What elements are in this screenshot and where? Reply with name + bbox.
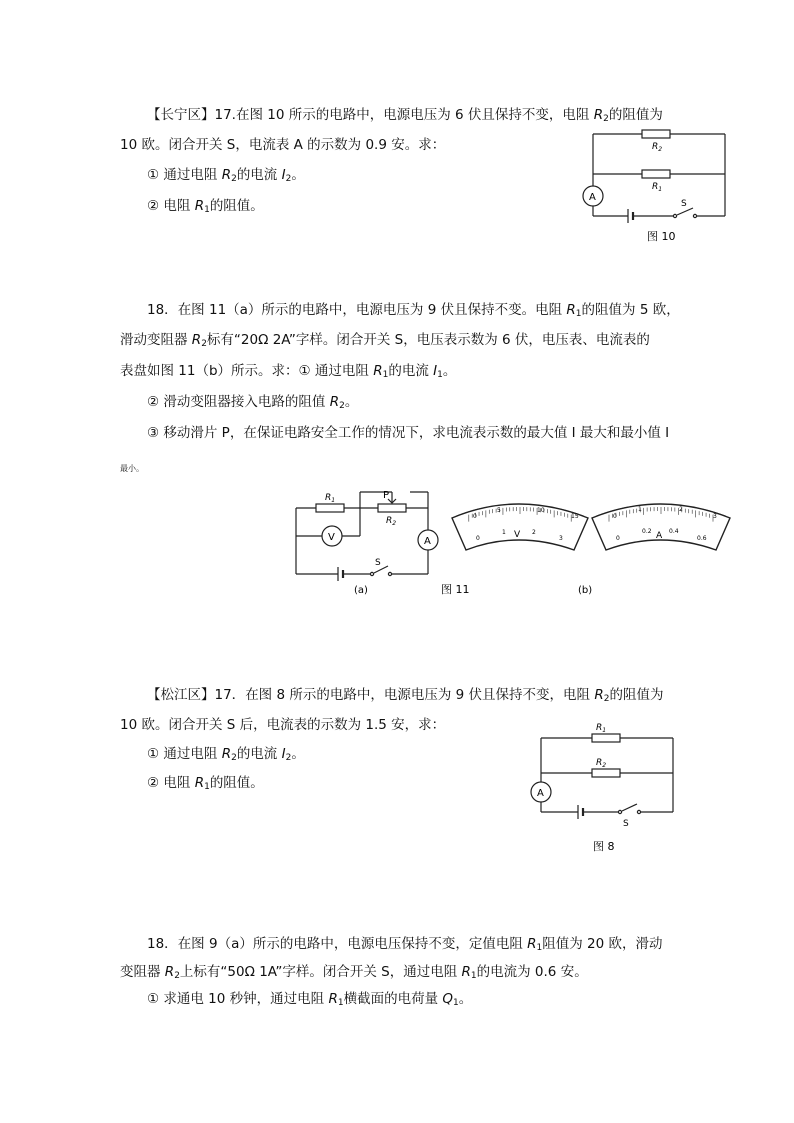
subscript: 1 <box>575 309 582 319</box>
text: 的阻值为 <box>609 687 664 703</box>
symbol-r: R <box>221 167 232 183</box>
v-inner-1: 1 <box>502 529 506 536</box>
label-r2: R <box>386 516 393 526</box>
text: 。 <box>442 363 457 379</box>
symbol-r: R <box>566 302 576 318</box>
symbol-r: R <box>461 964 471 980</box>
subscript: 2 <box>201 339 207 349</box>
q18-changning-item3-tail: 最小。 <box>120 464 144 473</box>
a-outer-3: 3 <box>713 513 717 520</box>
text: 上标有“50Ω 1A”字样。闭合开关 S，通过电阻 <box>179 964 462 980</box>
v-unit: V <box>514 530 521 540</box>
v-outer-2: 10 <box>537 507 545 514</box>
label-r1-sub: 1 <box>658 186 663 193</box>
text: ② 电阻 <box>147 198 195 214</box>
subscript: 2 <box>285 753 292 763</box>
symbol-r: R <box>164 964 175 980</box>
text: 表盘如图 11（b）所示。求：① 通过电阻 <box>120 363 374 379</box>
symbol-r: R <box>373 363 383 379</box>
ammeter-label: A <box>537 788 544 799</box>
text: ② 滑动变阻器接入电路的阻值 <box>147 394 330 410</box>
symbol-i: I <box>281 746 286 762</box>
text: 在图 9（a）所示的电路中，电源电压保持不变，定值电阻 <box>177 936 528 952</box>
text: 的阻值。 <box>209 775 264 791</box>
text: ① 求通电 10 秒钟，通过电阻 <box>147 991 329 1007</box>
subscript: 1 <box>337 998 344 1008</box>
label-r1: R <box>652 182 659 192</box>
text: 的电流 <box>388 363 434 379</box>
text: 在图 10 所示的电路中，电源电压为 6 伏且保持不变，电阻 <box>235 107 594 123</box>
district-label: 【长宁区】 <box>147 107 215 123</box>
symbol-r: R <box>527 936 537 952</box>
label-b: (b) <box>578 585 593 596</box>
q18-songjiang-line1 <box>147 935 663 957</box>
figure-caption: 图 10 <box>647 230 676 243</box>
subscript: 2 <box>339 401 345 411</box>
symbol-r: R <box>221 746 232 762</box>
subscript: 1 <box>204 205 210 215</box>
q18-changning-item3: ③ 移动滑片 P，在保证电路安全工作的情况下，求电流表示数的最大值 I 最大和最小值 I <box>147 425 670 441</box>
subscript: 1 <box>536 943 543 953</box>
subscript: 1 <box>453 998 459 1008</box>
subscript: 2 <box>174 971 180 981</box>
v-inner-3: 3 <box>559 535 563 542</box>
figure-caption: 图 11 <box>441 583 470 596</box>
q18-songjiang-item1 <box>147 990 472 1012</box>
text: 的阻值为 5 欧， <box>581 302 680 318</box>
text: ① 通过电阻 <box>147 167 222 183</box>
question-number: 17. <box>214 107 236 123</box>
v-inner-0: 0 <box>476 535 480 542</box>
text: 滑动变阻器 <box>120 332 192 348</box>
text: 的电流为 0.6 安。 <box>476 964 588 980</box>
text: 在图 8 所示的电路中，电源电压为 9 伏且保持不变，电阻 <box>245 687 595 703</box>
symbol-i: I <box>433 363 438 379</box>
symbol-i: I <box>281 167 286 183</box>
resistor-r1 <box>592 734 620 742</box>
symbol-r: R <box>194 198 205 214</box>
question-number: 18． <box>147 936 178 952</box>
symbol-r: R <box>194 775 205 791</box>
figure-caption: 图 8 <box>593 840 615 853</box>
question-number: 17． <box>214 687 246 703</box>
q18-songjiang-line2 <box>120 963 588 985</box>
q17-songjiang-line2: 10 欧。闭合开关 S 后，电流表的示数为 1.5 安，求： <box>120 717 446 733</box>
label-r1-sub: 1 <box>602 727 607 734</box>
q17-changning-line2: 10 欧。闭合开关 S，电流表 A 的示数为 0.9 安。求： <box>120 137 446 153</box>
a-inner-0: 0 <box>616 535 620 542</box>
district-label: 【松江区】 <box>147 687 215 703</box>
symbol-r: R <box>329 394 340 410</box>
symbol-r: R <box>328 991 338 1007</box>
label-r1: R <box>596 723 603 733</box>
text: 。 <box>458 991 473 1007</box>
subscript: 1 <box>204 782 210 792</box>
label-r2-sub: 2 <box>602 762 607 769</box>
text: 。 <box>291 746 305 762</box>
subscript: 2 <box>285 174 292 184</box>
question-number: 18． <box>147 302 178 318</box>
text: 变阻器 <box>120 964 165 980</box>
a-outer-1: 1 <box>638 506 642 513</box>
voltmeter-label: V <box>328 532 335 543</box>
label-r2-sub: 2 <box>658 146 663 153</box>
label-p: P <box>383 490 390 501</box>
symbol-r: R <box>594 687 604 703</box>
label-a: (a) <box>354 585 368 596</box>
v-outer-3: 15 <box>571 513 579 520</box>
a-inner-1: 0.2 <box>642 528 652 535</box>
ammeter-label: A <box>424 536 431 547</box>
text: 的阻值为 <box>608 107 663 123</box>
text: 。 <box>291 167 305 183</box>
text: ① 通过电阻 <box>147 746 222 762</box>
v-outer-0: 0 <box>473 513 477 520</box>
subscript: 1 <box>470 971 477 981</box>
symbol-q: Q <box>442 991 454 1007</box>
text: 的电流 <box>236 167 282 183</box>
svg-text:R2 <box>596 758 606 769</box>
label-r2: R <box>652 142 659 152</box>
a-outer-0: 0 <box>613 513 617 520</box>
a-unit: A <box>656 531 663 541</box>
switch-label: S <box>681 199 687 209</box>
a-outer-2: 2 <box>679 506 683 513</box>
switch-label: S <box>623 819 629 829</box>
v-outer-1: 5 <box>497 507 501 514</box>
symbol-r: R <box>593 107 604 123</box>
subscript: 2 <box>231 174 237 184</box>
text: ② 电阻 <box>147 775 195 791</box>
text: 在图 11（a）所示的电路中，电源电压为 9 伏且保持不变。电阻 <box>177 302 567 318</box>
text: 标有“20Ω 2A”字样。闭合开关 S，电压表示数为 6 伏，电压表、电流表的 <box>206 332 650 348</box>
subscript: 2 <box>603 114 609 124</box>
text: 的阻值。 <box>209 198 264 214</box>
label-r2: R <box>596 758 603 768</box>
subscript: 1 <box>437 370 443 380</box>
svg-text:R1 <box>596 723 606 734</box>
switch-label: S <box>375 558 381 568</box>
switch-lever <box>622 804 637 811</box>
subscript: 1 <box>382 370 389 380</box>
a-inner-2: 0.4 <box>669 528 679 535</box>
label-r1-sub: 1 <box>331 497 336 504</box>
v-inner-2: 2 <box>532 529 536 536</box>
label-r1: R <box>325 493 332 503</box>
ammeter-label: A <box>589 192 596 203</box>
text: 的电流 <box>236 746 282 762</box>
a-inner-3: 0.6 <box>697 535 707 542</box>
subscript: 2 <box>231 753 237 763</box>
text: 阻值为 20 欧，滑动 <box>542 936 663 952</box>
resistor-r2 <box>592 769 620 777</box>
subscript: 2 <box>603 694 610 704</box>
label-r2-sub: 2 <box>392 520 397 527</box>
text: 。 <box>344 394 359 410</box>
text: 横截面的电荷量 <box>343 991 443 1007</box>
symbol-r: R <box>191 332 202 348</box>
